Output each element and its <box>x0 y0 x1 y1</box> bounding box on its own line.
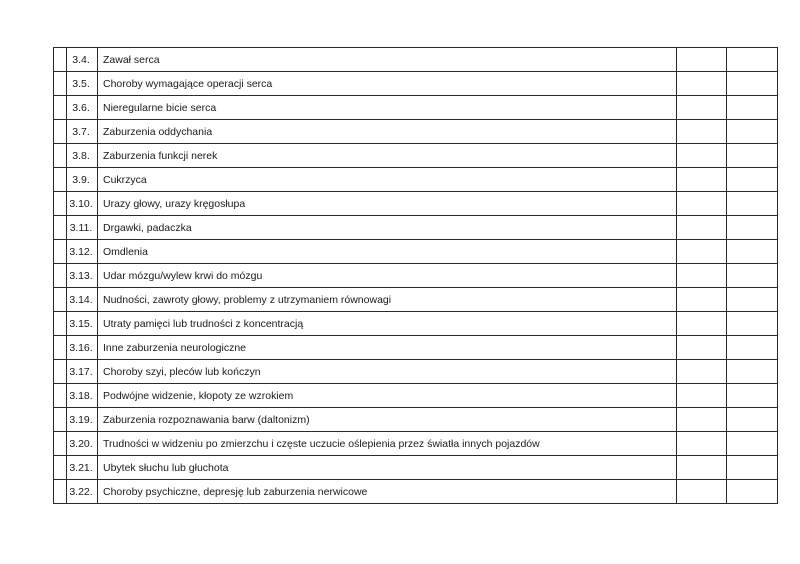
item-description: Nudności, zawroty głowy, problemy z utrzymaniem równowagi <box>98 288 677 312</box>
left-margin-cell <box>54 360 67 384</box>
answer-cell-yes[interactable] <box>677 480 727 504</box>
item-number: 3.17. <box>67 360 98 384</box>
table-row <box>54 144 778 168</box>
health-questionnaire-table <box>53 47 778 504</box>
item-number: 3.10. <box>67 192 98 216</box>
left-margin-cell <box>54 48 67 72</box>
table-row <box>54 288 778 312</box>
item-description: Trudności w widzeniu po zmierzchu i częste uczucie oślepienia przez światła innych pojazdów <box>98 432 677 456</box>
item-description: Zaburzenia oddychania <box>98 120 677 144</box>
item-number: 3.15. <box>67 312 98 336</box>
item-description: Zaburzenia rozpoznawania barw (daltonizm) <box>98 408 677 432</box>
left-margin-cell <box>54 480 67 504</box>
left-margin-cell <box>54 216 67 240</box>
answer-cell-no[interactable] <box>727 408 778 432</box>
answer-cell-yes[interactable] <box>677 216 727 240</box>
answer-cell-yes[interactable] <box>677 408 727 432</box>
answer-cell-yes[interactable] <box>677 264 727 288</box>
item-number: 3.18. <box>67 384 98 408</box>
table-row <box>54 240 778 264</box>
answer-cell-no[interactable] <box>727 360 778 384</box>
answer-cell-yes[interactable] <box>677 384 727 408</box>
table-row <box>54 72 778 96</box>
answer-cell-no[interactable] <box>727 312 778 336</box>
left-margin-cell <box>54 384 67 408</box>
answer-cell-no[interactable] <box>727 264 778 288</box>
left-margin-cell <box>54 96 67 120</box>
item-description: Cukrzyca <box>98 168 677 192</box>
item-number: 3.22. <box>67 480 98 504</box>
answer-cell-no[interactable] <box>727 240 778 264</box>
answer-cell-yes[interactable] <box>677 168 727 192</box>
item-number: 3.6. <box>67 96 98 120</box>
item-description: Choroby wymagające operacji serca <box>98 72 677 96</box>
item-description: Ubytek słuchu lub głuchota <box>98 456 677 480</box>
table-row <box>54 192 778 216</box>
answer-cell-no[interactable] <box>727 384 778 408</box>
answer-cell-no[interactable] <box>727 48 778 72</box>
answer-cell-yes[interactable] <box>677 144 727 168</box>
item-number: 3.4. <box>67 48 98 72</box>
left-margin-cell <box>54 408 67 432</box>
answer-cell-yes[interactable] <box>677 72 727 96</box>
left-margin-cell <box>54 144 67 168</box>
left-margin-cell <box>54 72 67 96</box>
answer-cell-no[interactable] <box>727 144 778 168</box>
answer-cell-yes[interactable] <box>677 48 727 72</box>
left-margin-cell <box>54 288 67 312</box>
item-description: Choroby psychiczne, depresję lub zaburzenia nerwicowe <box>98 480 677 504</box>
item-number: 3.11. <box>67 216 98 240</box>
answer-cell-no[interactable] <box>727 432 778 456</box>
item-description: Udar mózgu/wylew krwi do mózgu <box>98 264 677 288</box>
item-description: Zawał serca <box>98 48 677 72</box>
item-description: Inne zaburzenia neurologiczne <box>98 336 677 360</box>
item-number: 3.12. <box>67 240 98 264</box>
answer-cell-yes[interactable] <box>677 360 727 384</box>
table-row <box>54 168 778 192</box>
item-description: Drgawki, padaczka <box>98 216 677 240</box>
table-row <box>54 48 778 72</box>
answer-cell-yes[interactable] <box>677 120 727 144</box>
left-margin-cell <box>54 264 67 288</box>
table-row <box>54 408 778 432</box>
item-number: 3.9. <box>67 168 98 192</box>
table-row <box>54 432 778 456</box>
table-row <box>54 264 778 288</box>
answer-cell-yes[interactable] <box>677 192 727 216</box>
answer-cell-no[interactable] <box>727 168 778 192</box>
table-row <box>54 312 778 336</box>
left-margin-cell <box>54 456 67 480</box>
item-number: 3.8. <box>67 144 98 168</box>
answer-cell-yes[interactable] <box>677 336 727 360</box>
answer-cell-yes[interactable] <box>677 432 727 456</box>
answer-cell-yes[interactable] <box>677 288 727 312</box>
item-description: Utraty pamięci lub trudności z koncentracją <box>98 312 677 336</box>
left-margin-cell <box>54 336 67 360</box>
left-margin-cell <box>54 432 67 456</box>
item-description: Urazy głowy, urazy kręgosłupa <box>98 192 677 216</box>
left-margin-cell <box>54 120 67 144</box>
item-number: 3.19. <box>67 408 98 432</box>
table-row <box>54 456 778 480</box>
table-body <box>54 48 778 504</box>
answer-cell-yes[interactable] <box>677 456 727 480</box>
answer-cell-no[interactable] <box>727 480 778 504</box>
answer-cell-no[interactable] <box>727 336 778 360</box>
table-row <box>54 480 778 504</box>
left-margin-cell <box>54 192 67 216</box>
answer-cell-no[interactable] <box>727 456 778 480</box>
left-margin-cell <box>54 240 67 264</box>
table-row <box>54 216 778 240</box>
table-row <box>54 384 778 408</box>
item-description: Choroby szyi, pleców lub kończyn <box>98 360 677 384</box>
left-margin-cell <box>54 312 67 336</box>
answer-cell-no[interactable] <box>727 96 778 120</box>
item-number: 3.13. <box>67 264 98 288</box>
item-number: 3.20. <box>67 432 98 456</box>
table-row <box>54 360 778 384</box>
answer-cell-no[interactable] <box>727 72 778 96</box>
item-number: 3.16. <box>67 336 98 360</box>
item-description: Zaburzenia funkcji nerek <box>98 144 677 168</box>
answer-cell-no[interactable] <box>727 120 778 144</box>
item-description: Nieregularne bicie serca <box>98 96 677 120</box>
answer-cell-yes[interactable] <box>677 240 727 264</box>
left-margin-cell <box>54 168 67 192</box>
item-number: 3.7. <box>67 120 98 144</box>
item-number: 3.14. <box>67 288 98 312</box>
table-row <box>54 96 778 120</box>
answer-cell-yes[interactable] <box>677 312 727 336</box>
table-row <box>54 120 778 144</box>
item-number: 3.21. <box>67 456 98 480</box>
answer-cell-no[interactable] <box>727 288 778 312</box>
item-description: Omdlenia <box>98 240 677 264</box>
answer-cell-no[interactable] <box>727 216 778 240</box>
item-number: 3.5. <box>67 72 98 96</box>
table-row <box>54 336 778 360</box>
answer-cell-no[interactable] <box>727 192 778 216</box>
answer-cell-yes[interactable] <box>677 96 727 120</box>
item-description: Podwójne widzenie, kłopoty ze wzrokiem <box>98 384 677 408</box>
